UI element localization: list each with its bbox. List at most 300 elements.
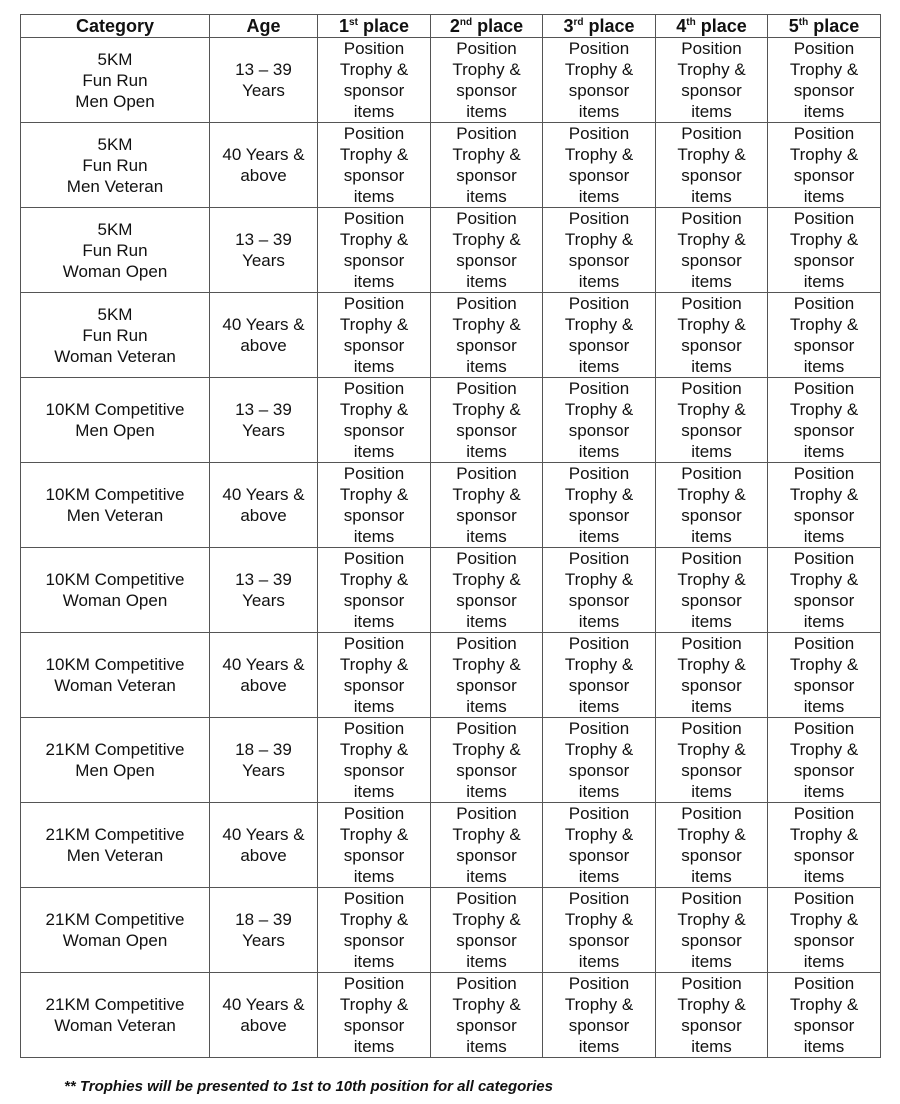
prize-cell-line: items bbox=[578, 867, 620, 886]
place-word: place bbox=[700, 16, 747, 36]
prize-cell-line: sponsor bbox=[456, 591, 517, 610]
category-cell bbox=[21, 718, 210, 803]
prize-cell bbox=[768, 973, 881, 1058]
table-row bbox=[21, 633, 881, 718]
prize-cell-line: Position bbox=[793, 804, 855, 823]
prize-cell-line: sponsor bbox=[681, 506, 742, 525]
prize-cell-line: items bbox=[803, 782, 845, 801]
category-cell-line: Woman Open bbox=[62, 261, 168, 281]
prize-cell-line: items bbox=[803, 867, 845, 886]
table-row bbox=[21, 548, 881, 633]
prize-cell-line: items bbox=[353, 612, 395, 631]
prize-cell-line: Position bbox=[793, 889, 855, 908]
prize-cell bbox=[768, 293, 881, 378]
prize-cell-line: sponsor bbox=[681, 336, 742, 355]
prize-cell-line: Position bbox=[456, 464, 517, 483]
prize-cell-line: sponsor bbox=[681, 591, 742, 610]
table-row bbox=[21, 888, 881, 973]
prize-cell bbox=[318, 208, 431, 293]
prize-cell-line: items bbox=[803, 527, 845, 546]
place-word: place bbox=[477, 16, 524, 36]
place-header-1 bbox=[318, 15, 431, 38]
prize-cell bbox=[656, 548, 768, 633]
age-cell-line: above bbox=[240, 676, 287, 695]
age-cell bbox=[210, 463, 318, 548]
prize-cell-line: Position bbox=[456, 209, 517, 228]
category-cell-line: 10KM Competitive bbox=[45, 570, 185, 589]
prize-cell bbox=[431, 803, 543, 888]
category-cell bbox=[21, 208, 210, 293]
prize-cell bbox=[318, 38, 431, 123]
category-cell-line: Men Open bbox=[75, 421, 155, 440]
prize-cell-line: Position bbox=[568, 379, 630, 398]
age-cell bbox=[210, 378, 318, 463]
place-number: 3 bbox=[563, 16, 574, 36]
category-cell-line: Fun Run bbox=[82, 240, 148, 260]
prize-cell-line: Position bbox=[793, 209, 855, 228]
category-cell bbox=[21, 463, 210, 548]
prize-cell-line: Position bbox=[681, 634, 742, 653]
prize-cell-line: Position bbox=[568, 719, 630, 738]
footnote: ** Trophies will be presented to 1st to 10th position for all categories bbox=[64, 1078, 553, 1095]
category-cell bbox=[21, 293, 210, 378]
header-row bbox=[21, 15, 881, 38]
prize-cell-line: items bbox=[803, 612, 845, 631]
prize-cell-line: sponsor bbox=[681, 676, 742, 695]
prize-cell-line: items bbox=[353, 867, 395, 886]
prize-cell bbox=[431, 548, 543, 633]
prize-cell-line: Trophy & bbox=[339, 825, 409, 844]
prize-cell-line: Position bbox=[681, 464, 742, 483]
prize-cell bbox=[431, 208, 543, 293]
prize-cell-line: Trophy & bbox=[564, 740, 634, 759]
prize-cell-line: Position bbox=[343, 39, 405, 58]
prize-cell-line: Position bbox=[343, 379, 405, 398]
prize-cell-line: Trophy & bbox=[452, 230, 521, 249]
prize-cell-line: Trophy & bbox=[564, 400, 634, 419]
prize-cell-line: items bbox=[691, 697, 732, 716]
prize-cell-line: items bbox=[578, 612, 620, 631]
prize-cell-line: sponsor bbox=[793, 506, 855, 525]
category-cell-line: Woman Veteran bbox=[54, 676, 176, 695]
prize-cell-line: Trophy & bbox=[452, 655, 521, 674]
prize-cell bbox=[656, 293, 768, 378]
prize-cell-line: sponsor bbox=[681, 1016, 742, 1035]
prize-cell-line: Position bbox=[343, 209, 405, 228]
prize-cell bbox=[768, 123, 881, 208]
prize-cell-line: items bbox=[353, 1037, 395, 1056]
prize-cell-line: sponsor bbox=[343, 336, 405, 355]
prize-cell-line: items bbox=[353, 782, 395, 801]
prize-cell-line: Trophy & bbox=[339, 740, 409, 759]
table-row bbox=[21, 378, 881, 463]
prize-cell-line: sponsor bbox=[456, 846, 517, 865]
prize-cell-line: items bbox=[691, 187, 732, 206]
prize-cell bbox=[768, 38, 881, 123]
prize-cell-line: items bbox=[353, 187, 395, 206]
prize-cell-line: sponsor bbox=[568, 421, 630, 440]
prize-cell-line: sponsor bbox=[343, 676, 405, 695]
prize-cell-line: items bbox=[803, 952, 845, 971]
prize-cell-line: items bbox=[691, 952, 732, 971]
prize-cell-line: Position bbox=[681, 379, 742, 398]
prize-cell bbox=[656, 633, 768, 718]
age-cell-line: 40 Years & bbox=[222, 655, 305, 674]
prize-cell-line: items bbox=[578, 697, 620, 716]
prize-cell-line: items bbox=[691, 442, 732, 461]
prize-cell-line: Trophy & bbox=[339, 570, 409, 589]
prize-cell-line: Trophy & bbox=[452, 910, 521, 929]
prize-cell-line: Position bbox=[568, 549, 630, 568]
prize-cell-line: sponsor bbox=[681, 761, 742, 780]
prize-cell-line: sponsor bbox=[568, 591, 630, 610]
prize-cell-line: sponsor bbox=[343, 846, 405, 865]
age-cell bbox=[210, 548, 318, 633]
prize-cell-line: sponsor bbox=[681, 166, 742, 185]
category-cell-line: Men Veteran bbox=[66, 176, 164, 196]
table-body bbox=[21, 38, 881, 1058]
category-cell bbox=[21, 38, 210, 123]
prize-cell-line: Position bbox=[343, 124, 405, 143]
prize-cell-line: Position bbox=[343, 719, 405, 738]
prize-cell-line: Position bbox=[793, 549, 855, 568]
prize-cell-line: sponsor bbox=[456, 166, 517, 185]
prize-cell-line: sponsor bbox=[793, 1016, 855, 1035]
prize-cell bbox=[656, 718, 768, 803]
prize-cell bbox=[431, 293, 543, 378]
age-cell bbox=[210, 803, 318, 888]
prize-cell-line: Position bbox=[456, 379, 517, 398]
prize-cell-line: Position bbox=[681, 549, 742, 568]
prize-cell-line: items bbox=[578, 102, 620, 121]
prize-cell-line: items bbox=[803, 697, 845, 716]
prize-cell-line: items bbox=[353, 527, 395, 546]
prize-cell-line: Trophy & bbox=[564, 825, 634, 844]
prize-cell-line: Trophy & bbox=[789, 60, 859, 79]
age-cell-line: 18 – 39 bbox=[235, 910, 292, 929]
prize-cell-line: Trophy & bbox=[789, 995, 859, 1014]
prize-cell bbox=[318, 293, 431, 378]
prize-cell-line: items bbox=[466, 697, 507, 716]
age-cell-line: above bbox=[240, 166, 287, 185]
prize-cell-line: sponsor bbox=[568, 1016, 630, 1035]
prize-cell-line: Trophy & bbox=[564, 910, 634, 929]
prize-cell-line: sponsor bbox=[793, 336, 855, 355]
prize-cell-line: Trophy & bbox=[789, 740, 859, 759]
prize-cell bbox=[431, 888, 543, 973]
prize-cell-line: items bbox=[466, 867, 507, 886]
prize-cell bbox=[318, 888, 431, 973]
age-cell-line: 13 – 39 bbox=[235, 60, 292, 79]
prize-cell-line: sponsor bbox=[343, 591, 405, 610]
place-suffix: nd bbox=[459, 17, 473, 28]
prize-cell-line: Position bbox=[568, 634, 630, 653]
prize-cell-line: Trophy & bbox=[339, 910, 409, 929]
category-cell-line: 21KM Competitive bbox=[45, 740, 185, 759]
place-number: 2 bbox=[449, 16, 460, 36]
age-cell-line: 18 – 39 bbox=[235, 740, 292, 759]
prize-cell-line: items bbox=[578, 1037, 620, 1056]
prize-cell-line: Position bbox=[568, 974, 630, 993]
prize-cell-line: Trophy & bbox=[452, 485, 521, 504]
prize-cell-line: sponsor bbox=[568, 931, 630, 950]
prize-cell-line: sponsor bbox=[343, 761, 405, 780]
category-cell-line: 5KM bbox=[97, 304, 133, 324]
prize-cell-line: Trophy & bbox=[452, 60, 521, 79]
prize-cell-line: Position bbox=[681, 209, 742, 228]
age-cell-line: 40 Years & bbox=[222, 315, 305, 334]
prize-cell-line: Trophy & bbox=[789, 570, 859, 589]
prize-cell-line: Trophy & bbox=[452, 145, 521, 164]
prize-cell-line: items bbox=[466, 952, 507, 971]
prize-cell-line: Trophy & bbox=[789, 145, 859, 164]
prize-cell-line: Position bbox=[681, 804, 742, 823]
category-cell bbox=[21, 548, 210, 633]
table-row bbox=[21, 803, 881, 888]
prize-cell-line: items bbox=[803, 102, 845, 121]
prize-cell bbox=[543, 633, 656, 718]
age-cell-line: 13 – 39 bbox=[235, 230, 292, 249]
prize-cell-line: items bbox=[353, 952, 395, 971]
prize-cell bbox=[656, 123, 768, 208]
place-header-2 bbox=[431, 15, 543, 38]
age-cell bbox=[210, 293, 318, 378]
prize-cell bbox=[768, 888, 881, 973]
category-cell-line: 10KM Competitive bbox=[45, 655, 185, 674]
category-cell-line: Woman Veteran bbox=[54, 1016, 176, 1035]
age-cell-line: 40 Years & bbox=[222, 485, 305, 504]
prize-cell-line: Position bbox=[793, 974, 855, 993]
table-row bbox=[21, 293, 881, 378]
prize-cell-line: sponsor bbox=[568, 676, 630, 695]
prize-cell bbox=[543, 718, 656, 803]
prize-cell-line: items bbox=[466, 782, 507, 801]
prize-cell-line: sponsor bbox=[456, 81, 517, 100]
prize-cell bbox=[768, 378, 881, 463]
prize-cell-line: sponsor bbox=[793, 676, 855, 695]
age-cell bbox=[210, 38, 318, 123]
prize-cell-line: Trophy & bbox=[452, 825, 521, 844]
prize-cell-line: Trophy & bbox=[677, 655, 746, 674]
prize-cell-line: items bbox=[353, 102, 395, 121]
place-header-3 bbox=[543, 15, 656, 38]
age-cell-line: Years bbox=[242, 81, 285, 100]
table-row bbox=[21, 718, 881, 803]
age-cell bbox=[210, 888, 318, 973]
prize-cell-line: sponsor bbox=[343, 1016, 405, 1035]
prize-cell-line: items bbox=[466, 187, 507, 206]
prize-cell-line: sponsor bbox=[456, 421, 517, 440]
prize-cell bbox=[543, 803, 656, 888]
prize-cell bbox=[543, 548, 656, 633]
prize-cell-line: Trophy & bbox=[564, 315, 634, 334]
prize-cell-line: Position bbox=[568, 294, 630, 313]
prize-cell-line: sponsor bbox=[681, 81, 742, 100]
prize-cell-line: sponsor bbox=[681, 251, 742, 270]
category-cell-line: Men Veteran bbox=[66, 846, 164, 865]
prize-cell-line: items bbox=[466, 1037, 507, 1056]
prize-cell-line: Position bbox=[456, 804, 517, 823]
prize-cell bbox=[543, 208, 656, 293]
category-cell-line: Men Open bbox=[75, 91, 155, 111]
age-cell-line: Years bbox=[242, 591, 285, 610]
prize-cell-line: sponsor bbox=[456, 336, 517, 355]
age-cell-line: above bbox=[240, 336, 287, 355]
prize-cell-line: items bbox=[691, 1037, 732, 1056]
prize-cell-line: sponsor bbox=[681, 421, 742, 440]
prize-cell-line: items bbox=[803, 187, 845, 206]
prize-cell-line: Trophy & bbox=[677, 145, 746, 164]
prize-cell-line: Trophy & bbox=[339, 145, 409, 164]
prize-cell-line: Trophy & bbox=[452, 995, 521, 1014]
place-number: 5 bbox=[788, 16, 799, 36]
prize-cell-line: Position bbox=[456, 124, 517, 143]
prize-cell bbox=[656, 463, 768, 548]
prize-cell-line: sponsor bbox=[456, 251, 517, 270]
category-cell-line: 5KM bbox=[97, 219, 133, 239]
prize-cell-line: Trophy & bbox=[677, 485, 746, 504]
prize-cell-line: Trophy & bbox=[452, 315, 521, 334]
prize-cell bbox=[543, 38, 656, 123]
prize-cell-line: sponsor bbox=[568, 761, 630, 780]
category-cell-line: Woman Veteran bbox=[54, 346, 176, 366]
prize-cell-line: items bbox=[353, 272, 395, 291]
prize-cell-line: Trophy & bbox=[339, 400, 409, 419]
prize-cell-line: Position bbox=[793, 719, 855, 738]
age-cell-line: 13 – 39 bbox=[235, 400, 292, 419]
prize-cell-line: items bbox=[803, 1037, 845, 1056]
prize-cell-line: Position bbox=[793, 39, 855, 58]
age-cell bbox=[210, 973, 318, 1058]
category-cell bbox=[21, 633, 210, 718]
prize-cell-line: sponsor bbox=[343, 506, 405, 525]
place-word: place bbox=[588, 16, 635, 36]
prize-cell-line: items bbox=[578, 952, 620, 971]
prize-cell-line: items bbox=[578, 442, 620, 461]
table-row bbox=[21, 463, 881, 548]
prize-cell-line: sponsor bbox=[793, 251, 855, 270]
prize-cell-line: items bbox=[691, 357, 732, 376]
category-cell-line: Men Veteran bbox=[66, 506, 164, 525]
prize-cell-line: Position bbox=[456, 294, 517, 313]
prize-cell-line: Position bbox=[568, 804, 630, 823]
prize-cell-line: Position bbox=[793, 464, 855, 483]
prize-cell-line: sponsor bbox=[456, 676, 517, 695]
category-cell-line: 21KM Competitive bbox=[45, 995, 185, 1014]
prize-cell-line: Trophy & bbox=[339, 485, 409, 504]
prize-cell-line: Position bbox=[456, 549, 517, 568]
prize-cell bbox=[431, 973, 543, 1058]
category-header: Category bbox=[21, 15, 210, 38]
prize-cell bbox=[431, 463, 543, 548]
category-cell bbox=[21, 803, 210, 888]
prize-cell-line: Position bbox=[681, 889, 742, 908]
prize-cell-line: Position bbox=[343, 974, 405, 993]
place-suffix: rd bbox=[573, 17, 584, 28]
prize-cell-line: Position bbox=[681, 294, 742, 313]
prize-cell-line: Position bbox=[681, 974, 742, 993]
prize-cell-line: items bbox=[803, 357, 845, 376]
prize-cell-line: Trophy & bbox=[564, 485, 634, 504]
category-cell-line: Fun Run bbox=[82, 70, 148, 90]
place-suffix: st bbox=[349, 17, 358, 28]
prize-cell-line: sponsor bbox=[793, 81, 855, 100]
age-cell bbox=[210, 208, 318, 293]
age-cell-line: Years bbox=[242, 761, 285, 780]
prize-cell-line: Trophy & bbox=[677, 995, 746, 1014]
table-row bbox=[21, 38, 881, 123]
prize-cell-line: items bbox=[578, 782, 620, 801]
place-word: place bbox=[813, 16, 860, 36]
age-cell bbox=[210, 718, 318, 803]
prize-cell-line: Trophy & bbox=[564, 655, 634, 674]
prize-cell bbox=[768, 208, 881, 293]
prize-cell-line: Position bbox=[343, 889, 405, 908]
category-cell bbox=[21, 888, 210, 973]
prize-cell bbox=[431, 38, 543, 123]
age-cell-line: above bbox=[240, 1016, 287, 1035]
prize-cell-line: items bbox=[803, 272, 845, 291]
prize-cell-line: Trophy & bbox=[677, 740, 746, 759]
prize-cell-line: Position bbox=[456, 39, 517, 58]
prize-cell-line: items bbox=[578, 357, 620, 376]
prize-cell-line: Trophy & bbox=[677, 230, 746, 249]
prize-cell-line: items bbox=[353, 357, 395, 376]
prize-cell-line: sponsor bbox=[568, 166, 630, 185]
prize-cell-line: sponsor bbox=[793, 846, 855, 865]
age-header: Age bbox=[210, 15, 318, 38]
prize-cell-line: Trophy & bbox=[677, 570, 746, 589]
age-cell-line: Years bbox=[242, 931, 285, 950]
prize-cell-line: Position bbox=[568, 889, 630, 908]
prize-cell-line: sponsor bbox=[681, 846, 742, 865]
prize-cell-line: Position bbox=[681, 719, 742, 738]
prize-cell-line: items bbox=[578, 187, 620, 206]
prize-cell-line: Position bbox=[343, 294, 405, 313]
prize-cell bbox=[431, 633, 543, 718]
prize-cell-line: sponsor bbox=[343, 251, 405, 270]
prize-cell bbox=[656, 888, 768, 973]
place-number: 1 bbox=[339, 16, 350, 36]
prize-cell bbox=[768, 633, 881, 718]
prize-cell-line: items bbox=[691, 272, 732, 291]
prize-cell-line: Trophy & bbox=[564, 145, 634, 164]
prize-cell bbox=[656, 973, 768, 1058]
prize-cell-line: items bbox=[578, 272, 620, 291]
prize-cell-line: items bbox=[466, 527, 507, 546]
prize-cell-line: Trophy & bbox=[452, 400, 521, 419]
prize-cell-line: sponsor bbox=[793, 761, 855, 780]
age-cell bbox=[210, 123, 318, 208]
prize-cell bbox=[318, 803, 431, 888]
prize-cell-line: sponsor bbox=[456, 506, 517, 525]
category-cell-line: 5KM bbox=[97, 134, 133, 154]
prize-cell-line: Position bbox=[456, 719, 517, 738]
prize-cell bbox=[656, 803, 768, 888]
prize-cell-line: Position bbox=[456, 634, 517, 653]
prize-cell-line: Position bbox=[568, 464, 630, 483]
place-number: 4 bbox=[676, 16, 687, 36]
prize-cell-line: Position bbox=[568, 124, 630, 143]
category-cell-line: 21KM Competitive bbox=[45, 825, 185, 844]
age-cell-line: 40 Years & bbox=[222, 145, 305, 164]
place-header-4 bbox=[656, 15, 768, 38]
prize-cell-line: Trophy & bbox=[339, 230, 409, 249]
table-row bbox=[21, 208, 881, 293]
prize-cell-line: Trophy & bbox=[677, 315, 746, 334]
prize-cell-line: sponsor bbox=[568, 846, 630, 865]
age-cell-line: 13 – 39 bbox=[235, 570, 292, 589]
